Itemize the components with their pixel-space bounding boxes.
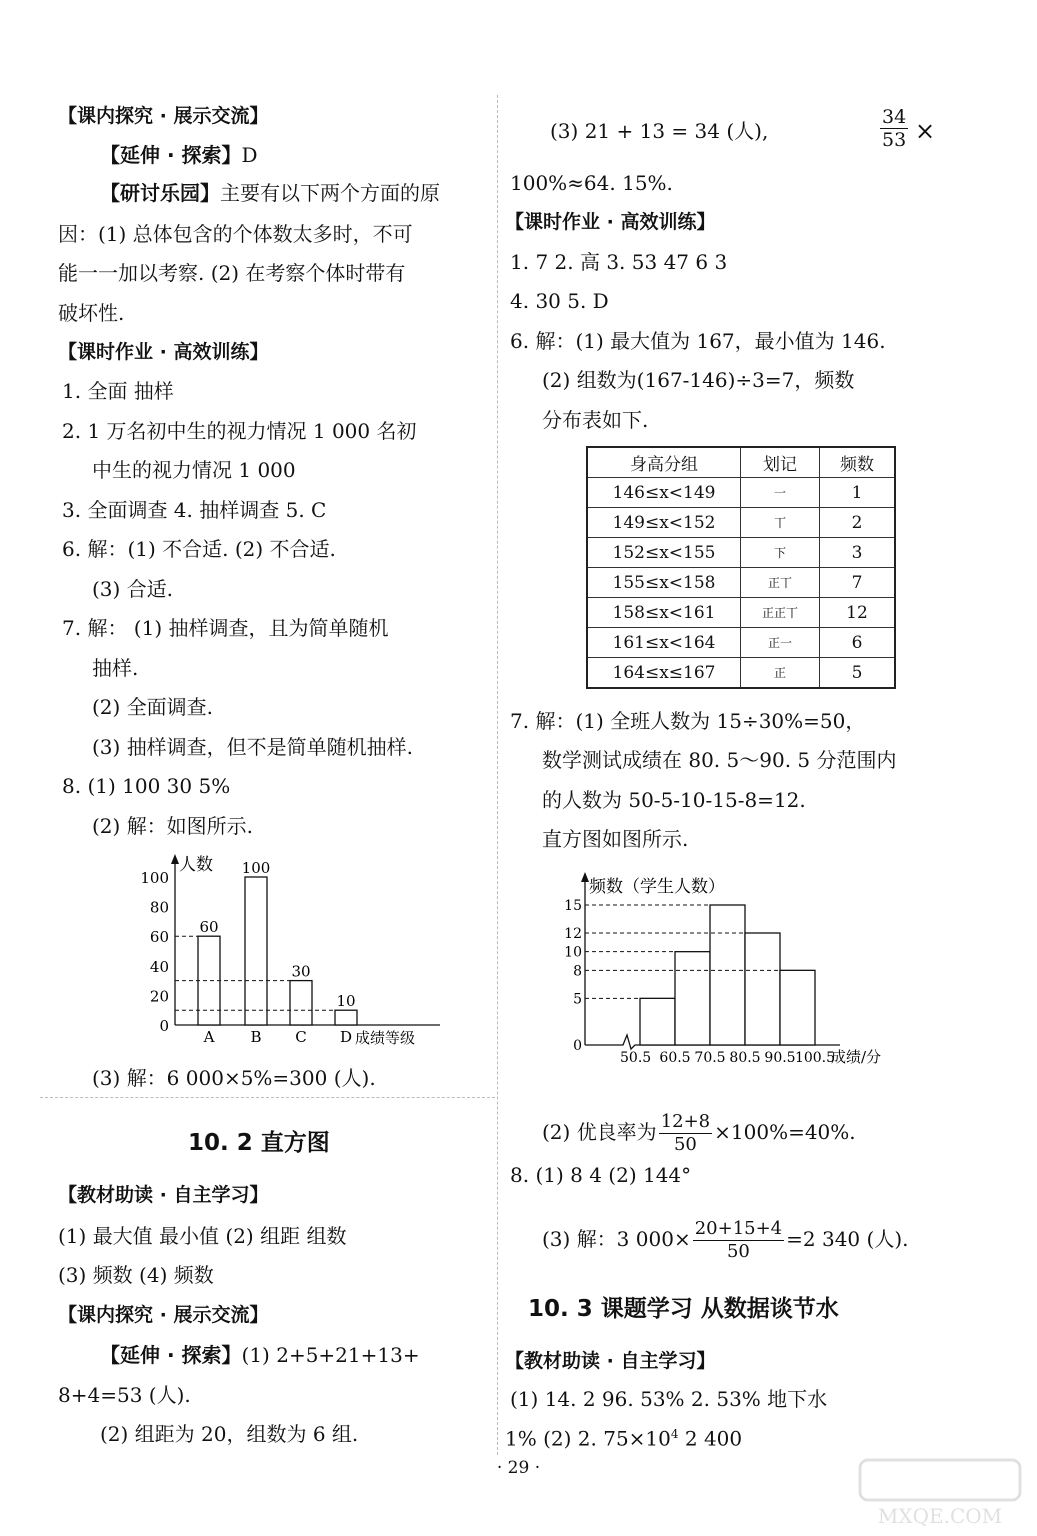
bar	[335, 1010, 357, 1025]
cell-count: 2	[820, 508, 896, 538]
text: (2) 优良率为	[542, 1120, 657, 1144]
bar	[640, 998, 675, 1045]
table-header-row	[587, 447, 895, 478]
answer-line: 7. 解： (1) 抽样调查，且为简单随机	[62, 616, 389, 640]
x-tick-label: D	[339, 1028, 353, 1046]
histogram-scores	[540, 868, 920, 1073]
data-label: 10	[336, 992, 356, 1011]
y-tick-label: 15	[564, 898, 582, 914]
text: 2 400	[678, 1426, 743, 1451]
x-tick-label: 90.5	[764, 1050, 796, 1066]
cell-tally: 正一	[741, 628, 820, 658]
x-tick-label: 50.5	[620, 1050, 652, 1066]
superscript: 4	[670, 1427, 679, 1441]
answer-line: 分布表如下.	[542, 408, 649, 432]
fraction	[693, 1218, 784, 1263]
bar	[780, 970, 815, 1045]
section-header: 【教材助读 · 自主学习】	[58, 1184, 269, 1206]
cell-range: 158≤x<161	[587, 598, 741, 628]
text: (1) 2+5+21+13+	[241, 1343, 420, 1367]
answer-line: (2) 全面调查.	[92, 695, 214, 719]
answer: D	[241, 143, 258, 167]
text-line: 破坏性.	[58, 301, 125, 325]
answer-line: (2) 组数为(167-146)÷3=7，频数	[542, 368, 855, 392]
table-row	[587, 508, 895, 538]
denominator: 50	[726, 1241, 750, 1262]
divider	[40, 1097, 495, 1098]
x-tick-label: A	[203, 1028, 215, 1046]
cell-count: 12	[820, 598, 896, 628]
table-row	[587, 658, 895, 689]
frequency-table	[586, 446, 896, 689]
answer-line: (3) 合适.	[92, 577, 174, 601]
table-header: 频数	[820, 447, 896, 478]
answer-line: 中生的视力情况 1 000	[92, 458, 296, 482]
section-header: 【课时作业 · 高效训练】	[505, 211, 716, 233]
section-title: 10. 3 课题学习 从数据谈节水	[528, 1296, 839, 1322]
cell-range: 152≤x<155	[587, 538, 741, 568]
y-tick-label: 60	[149, 928, 169, 947]
bar-chart-grades	[130, 850, 450, 1055]
y-tick-label: 12	[564, 926, 582, 942]
answer-line: (3) 解：6 000×5%=300 (人).	[92, 1066, 376, 1090]
cell-range: 149≤x<152	[587, 508, 741, 538]
section-header: 【教材助读 · 自主学习】	[505, 1350, 716, 1372]
x-axis-label: 成绩等级	[355, 1029, 416, 1047]
answer-line: (3) 21 + 13 = 34 (人),	[550, 119, 769, 143]
y-axis-label: 频数（学生人数）	[589, 877, 725, 897]
answer-line: (1) 最大值 最小值 (2) 组距 组数	[58, 1224, 347, 1248]
table-header: 身高分组	[587, 447, 741, 478]
text: ×100%=40%.	[714, 1120, 856, 1144]
answer-line: 6. 解：(1) 不合适. (2) 不合适.	[62, 537, 336, 561]
cell-range: 146≤x<149	[587, 478, 741, 508]
answer-line: 抽样.	[92, 656, 139, 680]
table-row	[587, 478, 895, 508]
section-header: 【课内探究 · 展示交流】	[58, 105, 269, 127]
cell-tally: 下	[741, 538, 820, 568]
denominator: 53	[882, 129, 907, 151]
cell-tally: 正丅	[741, 568, 820, 598]
column-divider	[497, 95, 498, 1455]
y-tick-label: 10	[564, 944, 582, 961]
answer-line: 6. 解：(1) 最大值为 167，最小值为 146.	[510, 329, 886, 353]
bar	[675, 952, 710, 1045]
cell-tally: 正	[741, 658, 820, 689]
answer-line: 数学测试成绩在 80. 5～90. 5 分范围内	[542, 748, 897, 772]
answer-line: (3) 频数 (4) 频数	[58, 1263, 214, 1287]
data-label: 100	[241, 859, 271, 877]
x-tick-label: B	[250, 1028, 262, 1046]
table-row	[587, 628, 895, 658]
times-sign: ×	[915, 117, 936, 145]
y-axis-arrow	[581, 872, 589, 882]
answer-line: (2) 解：如图所示.	[92, 814, 254, 838]
answer-line: 100%≈64. 15%.	[510, 171, 673, 195]
cell-count: 1	[820, 478, 896, 508]
bar	[290, 981, 312, 1025]
section-header: 【课时作业 · 高效训练】	[58, 341, 269, 363]
table-row	[587, 538, 895, 568]
y-tick-label: 20	[149, 987, 169, 1006]
label: 【延伸 · 探索】	[100, 1343, 242, 1367]
answer-line: 4. 30 5. D	[510, 289, 609, 313]
cell-range: 161≤x<164	[587, 628, 741, 658]
x-tick-label: 60.5	[659, 1050, 691, 1066]
x-tick-label: 80.5	[729, 1050, 761, 1066]
cell-tally: 丅	[741, 508, 820, 538]
answer-line: (1) 14. 2 96. 53% 2. 53% 地下水	[510, 1387, 828, 1411]
page-number: · 29 ·	[496, 1458, 541, 1478]
numerator: 34	[882, 106, 907, 128]
y-tick-label: 100	[140, 869, 169, 887]
answer-line: 直方图如图所示.	[542, 827, 689, 851]
x-tick-label: C	[295, 1028, 307, 1046]
cell-range: 155≤x<158	[587, 568, 741, 598]
text-line: 能一一加以考察. (2) 在考察个体时带有	[58, 261, 406, 285]
numerator: 12+8	[660, 1111, 711, 1132]
y-tick-label: 8	[573, 963, 582, 980]
table-row	[587, 568, 895, 598]
y-tick-label: 40	[149, 957, 169, 976]
x-tick-label: 70.5	[694, 1050, 726, 1066]
cell-count: 5	[820, 658, 896, 689]
text: 主要有以下两个方面的原	[220, 181, 440, 205]
cell-count: 6	[820, 628, 896, 658]
research-line	[100, 181, 440, 205]
answer-line: 1. 全面 抽样	[62, 379, 174, 403]
x-tick-label: 100.5	[794, 1050, 836, 1066]
denominator: 50	[673, 1134, 697, 1155]
table-header: 划记	[741, 447, 820, 478]
data-label: 30	[291, 962, 311, 981]
cell-tally: 正正丅	[741, 598, 820, 628]
extension-answer	[100, 143, 258, 167]
y-axis-label: 人数	[179, 855, 213, 875]
label: 【延伸 · 探索】	[100, 143, 242, 167]
table-row	[587, 598, 895, 628]
cell-range: 164≤x≤167	[587, 658, 741, 689]
cell-tally: 一	[741, 478, 820, 508]
cell-count: 7	[820, 568, 896, 598]
text: (3) 解：3 000×	[542, 1227, 691, 1251]
cell-count: 3	[820, 538, 896, 568]
numerator: 20+15+4	[694, 1218, 783, 1239]
answer-line: 8. (1) 8 4 (2) 144°	[510, 1163, 692, 1187]
bar	[745, 933, 780, 1045]
answer-line	[505, 1422, 742, 1451]
text-line: 因：(1) 总体包含的个体数太多时，不可	[58, 222, 413, 246]
x-axis-label: 成绩/分	[831, 1048, 882, 1066]
y-tick-label: 80	[149, 898, 169, 917]
section-title: 10. 2 直方图	[188, 1130, 330, 1156]
answer-line: 的人数为 50-5-10-15-8=12.	[542, 788, 806, 812]
bar	[245, 877, 267, 1025]
text: =2 340 (人).	[786, 1227, 909, 1251]
answer-line: 8+4=53 (人).	[58, 1383, 191, 1407]
bar	[710, 905, 745, 1045]
answer-line	[542, 1111, 856, 1156]
section-header: 【课内探究 · 展示交流】	[58, 1304, 269, 1326]
extension-line	[100, 1343, 420, 1367]
answer-line: 7. 解：(1) 全班人数为 15÷30%=50，	[510, 709, 866, 733]
y-axis-arrow	[171, 854, 179, 864]
y-tick-label: 0	[573, 1038, 582, 1054]
answer-line	[542, 1218, 908, 1263]
answer-line: (3) 抽样调查，但不是简单随机抽样.	[92, 735, 414, 759]
y-tick-label: 5	[573, 991, 582, 1008]
answer-line: 8. (1) 100 30 5%	[62, 774, 231, 798]
fraction	[880, 106, 908, 151]
y-tick-label: 0	[159, 1017, 169, 1035]
answer-line: 2. 1 万名初中生的视力情况 1 000 名初	[62, 419, 417, 443]
svg-text:MXQE.COM: MXQE.COM	[877, 1504, 1003, 1528]
bar	[198, 936, 220, 1025]
answer-line: 3. 全面调查 4. 抽样调查 5. C	[62, 498, 327, 522]
answer-line: (2) 组距为 20，组数为 6 组.	[100, 1422, 359, 1446]
fraction	[659, 1111, 712, 1156]
text: 1% (2) 2. 75×10	[505, 1426, 671, 1451]
label: 【研讨乐园】	[100, 181, 220, 205]
answer-line: 1. 7 2. 高 3. 53 47 6 3	[510, 250, 728, 274]
data-label: 60	[199, 918, 219, 937]
watermark-logo	[855, 1455, 1030, 1530]
